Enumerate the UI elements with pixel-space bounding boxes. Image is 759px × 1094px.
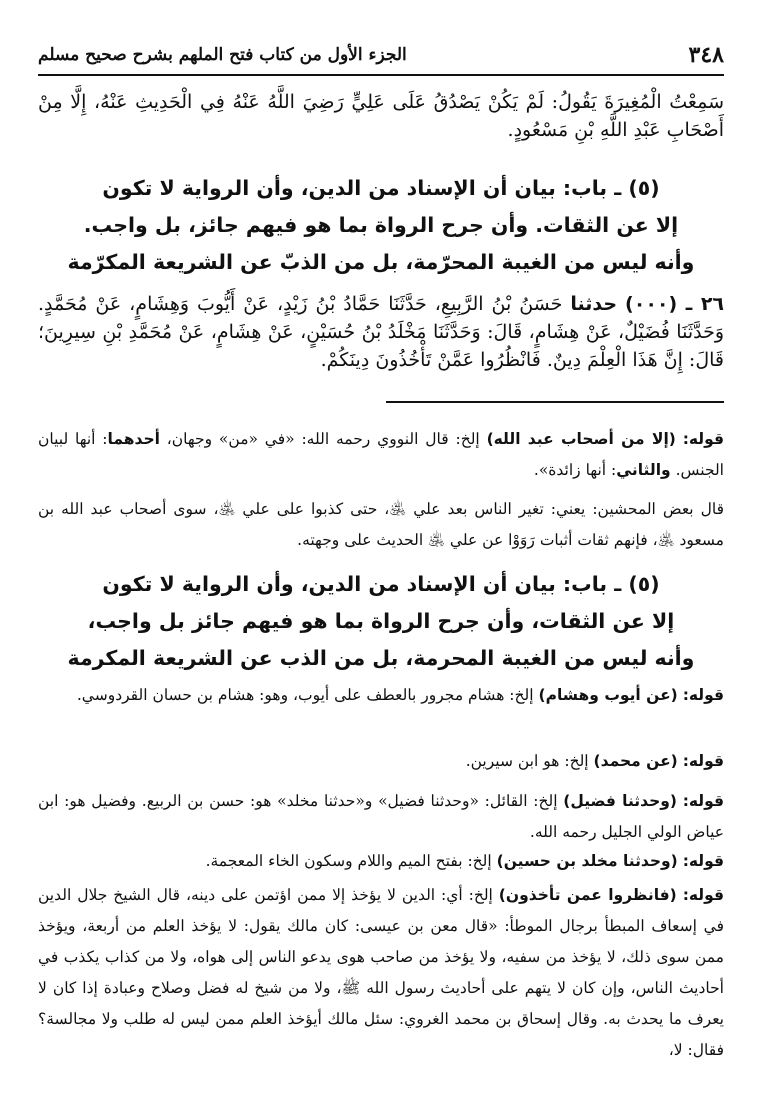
commentary-6 (38, 846, 724, 877)
commentary-subtitle: والثاني (616, 461, 671, 479)
commentary-3 (38, 680, 724, 711)
commentary-quote: (عن محمد) (593, 752, 678, 770)
commentary-text: إلخ: بفتح الميم واللام وسكون الخاء المعجمة. (205, 852, 492, 870)
commentary-text: إلخ: هو ابن سيرين. (465, 752, 589, 770)
page-number: ٣٤٨ (688, 42, 724, 68)
commentary-text: : أنها زائدة». (533, 461, 617, 479)
hadith-opening: حدثنا (570, 293, 618, 315)
chapter-heading-line-3: وأنه ليس من الغيبة المحرمة، بل من الذب عن الشريعة المكرمة (67, 646, 695, 670)
running-header (38, 38, 724, 72)
chapter-heading-line-1: (٥) ـ باب: بيان أن الإسناد من الدين، وأن الرواية لا تكون (102, 572, 660, 596)
commentary-label: قوله: (682, 430, 724, 448)
chapter-heading-line-1: (٥) ـ باب: بيان أن الإسناد من الدين، وأن الرواية لا تكون (102, 176, 660, 200)
commentary-text: إلخ: قال النووي رحمه الله: «في «من» وجهان، (166, 430, 480, 448)
chapter-heading-line-3: وأنه ليس من الغيبة المحرّمة، بل من الذبّ عن الشريعة المكرّمة (67, 250, 695, 274)
book-page (38, 0, 724, 1094)
chapter-heading-line-2: إلا عن الثقات، وأن جرح الرواة بما هو فيهم جائز بل واجب، (87, 609, 675, 633)
commentary-quote: (وحدثنا فضيل) (563, 792, 677, 810)
commentary-1 (38, 424, 724, 486)
commentary-text: إلخ: هشام مجرور بالعطف على أيوب، وهو: هشام بن حسان القردوسي. (76, 686, 534, 704)
chapter-heading-commentary (38, 566, 724, 677)
commentary-5 (38, 786, 724, 848)
commentary-text: إلخ: أي: الدين لا يؤخذ إلا ممن اؤتمن على دينه، قال الشيخ جلال الدين في إسعاف المبطأ برجال الموطأ: «قال معن بن عيسى: كان مالك يقول: لا يؤخذ العلم من أربعة، ويؤخذ ممن سوى ذلك، لا يؤخذ من سفيه، ولا يؤخذ من صاحب هوى يدعو الناس إلى هواه، ولا من كذاب يكذب في أحاديث الناس، وإن كان لا يتهم على أحاديث رسول الله ﷺ، ولا من شيخ له فضل وصلاح وعبادة إذا كان لا يعرف ما يحدث به. وقال إسحاق بن محمد الغروي: سئل مالك أيؤخذ العلم ممن ليس له طلب ولا مجالسة؟ فقال: لا، (38, 886, 724, 1059)
commentary-label: قوله: (682, 792, 724, 810)
commentary-label: قوله: (682, 686, 724, 704)
intro-paragraph: سَمِعْتُ الْمُغِيرَةَ يَقُولُ: لَمْ يَكُنْ يَصْدُقُ عَلَى عَلِيٍّ رَضِيَ اللَّهُ عَنْهُ فِي الْحَدِيثِ عَنْهُ، إِلَّا مِنْ أَصْحَابِ عَبْدِ اللَّهِ بْنِ مَسْعُودٍ. (38, 91, 724, 141)
commentary-label: قوله: (682, 752, 724, 770)
chapter-heading-line-2: إلا عن الثقات. وأن جرح الرواة بما هو فيهم جائز، بل واجب. (83, 213, 679, 237)
commentary-label: قوله: (682, 852, 724, 870)
header-rule (38, 74, 724, 76)
commentary-subtitle: أحدهما (107, 430, 160, 448)
chapter-heading (38, 170, 724, 281)
commentary-2: قال بعض المحشين: يعني: تغير الناس بعد علي ﵁، حتى كذبوا على علي ﵁، سوى أصحاب عبد الله بن مسعود ﵁، فإنهم ثقات أثبات رَوَوْا عن علي ﵁ الحديث على وجهته. (38, 500, 724, 549)
commentary-quote: (إلا من أصحاب عبد الله) (486, 430, 676, 448)
footnote-separator (386, 401, 724, 403)
commentary-text: إلخ: القائل: «وحدثنا فضيل» و«حدثنا مخلد» هو: حسن بن الربيع. وفضيل هو: ابن عياض الولي الجليل رحمه الله. (38, 792, 724, 841)
book-title: الجزء الأول من كتاب فتح الملهم بشرح صحيح مسلم (38, 45, 407, 65)
commentary-7 (38, 880, 724, 1066)
hadith-body: حَسَنُ بْنُ الرَّبِيعِ، حَدَّثَنَا حَمَّادُ بْنُ زَيْدٍ، عَنْ أَيُّوبَ وَهِشَامٍ، عَنْ مُحَمَّدٍ. وَحَدَّثَنَا فُضَيْلٌ، عَنْ هِشَامٍ، قَالَ: وَحَدَّثَنَا مَخْلَدُ بْنُ حُسَيْنٍ، عَنْ هِشَامٍ، عَنْ مُحَمَّدِ بْنِ سِيرِينَ؛ قَالَ: إِنَّ هَذَا الْعِلْمَ دِينٌ. فَانْظُرُوا عَمَّنْ تَأْخُذُونَ دِينَكُمْ. (38, 293, 724, 371)
commentary-text: : أنها لبيان الجنس. (38, 430, 724, 479)
commentary-quote: (عن أيوب وهشام) (538, 686, 678, 704)
commentary-quote: (وحدثنا مخلد بن حسين) (496, 852, 678, 870)
hadith-number: ٢٦ ـ (٠٠٠) (625, 293, 725, 315)
hadith-text (38, 290, 724, 374)
commentary-quote: (فانظروا عمن تأخذون) (498, 886, 677, 904)
commentary-label: قوله: (682, 886, 724, 904)
commentary-4 (38, 746, 724, 777)
